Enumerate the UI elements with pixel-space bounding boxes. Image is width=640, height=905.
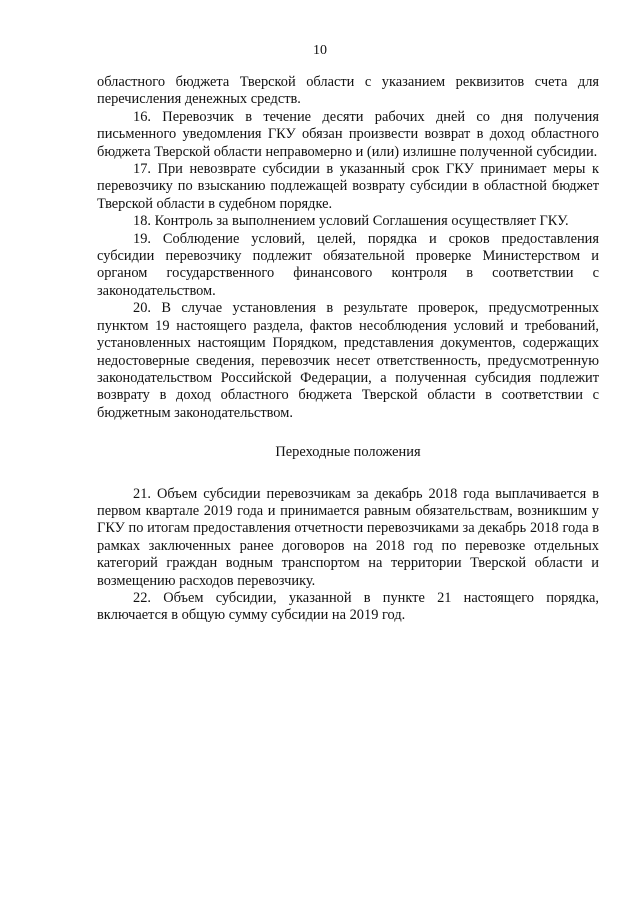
document-body (97, 74, 599, 625)
paragraph-17: 17. При невозврате субсидии в указанный срок ГКУ принимает меры к перевозчику по взысканию подлежащей возврату субсидии в областной бюджет Тверской области в судебном порядке. (97, 161, 599, 212)
section-title: Переходные положения (275, 444, 421, 461)
page-number: 10 (313, 43, 327, 58)
paragraph-16: 16. Перевозчик в течение десяти рабочих дней со дня получения письменного уведомления ГКУ обязан произвести возврат в доход областного бюджета Тверской области неправомерно и (или) излишне полученной субсидии. (97, 108, 599, 160)
paragraph-21: 21. Объем субсидии перевозчикам за декабрь 2018 года выплачивается в первом квартале 2019 года и принимается равным обязательствам, возникшим у ГКУ по итогам предоставления отчетности перевозчиками за декабрь 2018 года в рамках заключенных ранее договоров на 2018 год по перевозке отдельных категорий граждан водным транспортом на территории Тверской области и возмещению расходов перевозчику. (97, 485, 599, 589)
paragraph-20: 20. В случае установления в результате проверок, предусмотренных пунктом 19 настоящего раздела, фактов несоблюдения условий и требований, установленных настоящим Порядком, представления документов, содержащих недостоверные сведения, перевозчик несет ответственность, предусмотренную законодательством Российской Федерации, а полученная субсидия подлежит возврату в доход областного бюджета Тверской области в соответствии с бюджетным законодательством. (97, 300, 599, 421)
paragraph-continuation: областного бюджета Тверской области с указанием реквизитов счета для перечисления денежных средств. (97, 74, 599, 108)
paragraph-19: 19. Соблюдение условий, целей, порядка и сроков предоставления субсидии перевозчику подлежит обязательной проверке Министерством и органом государственного финансового контроля в соответствии с законодательством. (97, 230, 599, 299)
paragraph-22: 22. Объем субсидии, указанной в пункте 21 настоящего порядка, включается в общую сумму субсидии на 2019 год. (97, 589, 599, 624)
paragraph-18: 18. Контроль за выполнением условий Соглашения осуществляет ГКУ. (133, 213, 569, 230)
